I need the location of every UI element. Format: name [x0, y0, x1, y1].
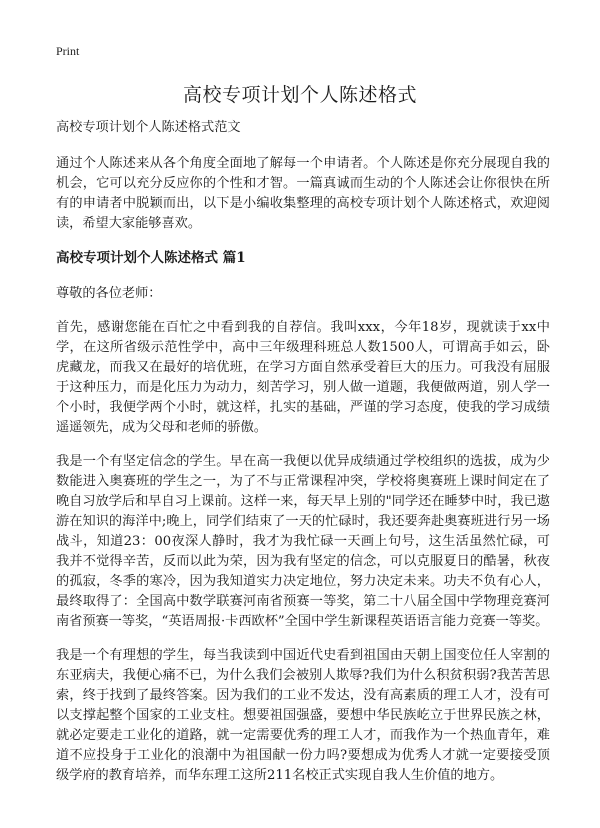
document-subtitle: 高校专项计划个人陈述格式范文 — [56, 120, 241, 135]
page-title: 高校专项计划个人陈述格式 — [182, 84, 417, 106]
body-paragraph: 首先，感谢您能在百忙之中看到我的自荐信。我叫xxx，今年18岁，现就读于xx中学，在这所省级示范性学中，高中三年级理科班总人数1500人，可谓高手如云，卧虎藏龙，而我又在最好的培优班，在学习方面自然承受着巨大的压力。可我没有屈服于这种压力，而是化压力为动力，刻苦学习，别人做一道题，我便做两道，别人学一个小时，我便学两个小时，就这样，扎实的基础，严谨的学习态度，使我的学习成绩遥遥领先，成为父母和老师的骄傲。 — [56, 320, 550, 435]
print-link[interactable]: Print — [56, 44, 80, 58]
intro-paragraph: 通过个人陈述来从各个角度全面地了解每一个申请者。个人陈述是你充分展现自我的机会，它可以充分反应你的个性和才智。一篇真诚而生动的个人陈述会让你很快在所有的申请者中脱颖而出，以下是小编收集整理的高校专项计划个人陈述格式，欢迎阅读，希望大家能够喜欢。 — [56, 156, 550, 231]
salutation: 尊敬的各位老师： — [56, 286, 162, 301]
section-heading: 高校专项计划个人陈述格式 篇1 — [56, 250, 246, 266]
document-body — [56, 118, 550, 800]
body-paragraph: 我是一个有坚定信念的学生。早在高一我便以优异成绩通过学校组织的选拔，成为少数能进入奥赛班的学生之一，为了不与正常课程冲突，学校将奥赛班上课时间定在了晚自习放学后和早自习上课前。这样一来，每天早上别的"同学还在睡梦中时，我已遨游在知识的海洋中;晚上，同学们结束了一天的忙碌时，我还要奔赴奥赛班进行另一场战斗，知道23：00夜深人静时，我才为我忙碌一天画上句号，这生活虽然忙碌，可我并不觉得辛苦，反而以此为荣，因为我有坚定的信念，可以克服夏日的酷暑，秋夜的孤寂，冬季的寒冷，因为我知道实力决定地位，努力决定未来。功夫不负有心人，最终取得了：全国高中数学联赛河南省预赛一等奖，第二十八届全国中学物理竞赛河南省预赛一等奖，“英语周报·卡西欧杯”全国中学生新课程英语语言能力竞赛一等奖。 — [56, 454, 550, 629]
body-paragraph: 我是一个有理想的学生，每当我读到中国近代史看到祖国由天朝上国变位任人宰割的东亚病夫，我便心痛不已，为什么我们会被别人欺辱?我们为什么积贫积弱?我苦苦思索，终于找到了最终答案。因为我们的工业不发达，没有高素质的理工人才，没有可以支撑起整个国家的工业支柱。想要祖国强盛，要想中华民族屹立于世界民族之林，就必定要走工业化的道路，就一定需要优秀的理工人才，而我作为一个热血青年，难道不应投身于工业化的浪潮中为祖国献一份力吗?要想成为优秀人才就一定要接受顶级学府的教育培养，而华东理工这所211名校正式实现自我人生价值的地方。 — [56, 648, 550, 783]
